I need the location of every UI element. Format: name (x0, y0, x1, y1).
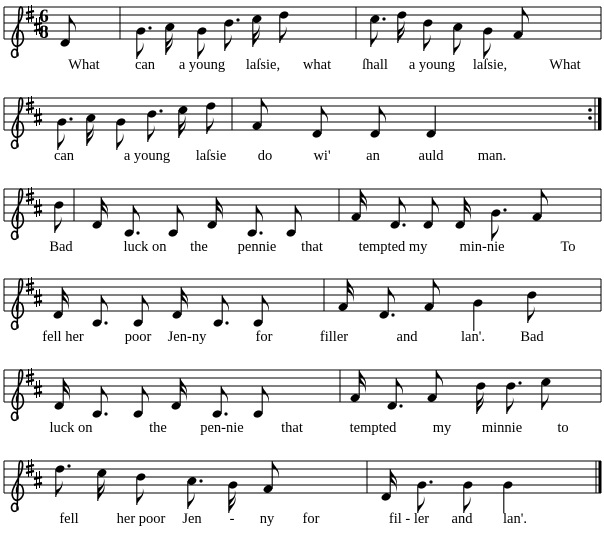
lyric-syllable: and (396, 329, 418, 345)
augmentation-dot (67, 464, 70, 467)
key-sharp-icon (26, 187, 34, 205)
lyric-syllable: pen-nie (200, 420, 244, 436)
sharp-bar (26, 199, 34, 201)
augmentation-dot (236, 18, 239, 21)
repeat-dot (588, 108, 592, 112)
augmentation-dot (382, 17, 385, 20)
lyric-syllable: tempted my (358, 239, 428, 255)
lyric-syllable: fell her (42, 329, 84, 345)
augmentation-dot (225, 321, 228, 324)
sharp-bar (26, 11, 34, 13)
treble-clef-icon (12, 189, 24, 239)
final-barline (599, 461, 602, 493)
staff (4, 5, 601, 57)
lyric-syllable: Bad (49, 239, 73, 255)
augmentation-dot (224, 412, 227, 415)
lyric-syllable: To (560, 239, 576, 255)
key-sharp-icon (26, 459, 34, 477)
key-sharp-icon (26, 96, 34, 114)
key-sharp-icon (34, 108, 42, 126)
lyric-syllable: for (302, 511, 320, 527)
key-sharp-icon (34, 199, 42, 217)
note-flag (454, 38, 461, 55)
lyric-syllable: fil - ler (388, 511, 430, 527)
lyric-syllable: do (257, 148, 273, 164)
time-signature-denominator: 8 (39, 22, 49, 43)
treble-clef-icon (12, 370, 24, 420)
lyric-syllable: min-nie (459, 239, 505, 255)
lyric-syllable: her poor (116, 511, 166, 527)
lyric-syllable: - (229, 511, 235, 527)
time-signature-numerator: 6 (39, 6, 49, 27)
lyric-syllable: laſsie, (472, 57, 508, 73)
lyric-syllable: laſsie, (245, 57, 281, 73)
sharp-bar (26, 471, 34, 473)
augmentation-dot (159, 109, 162, 112)
augmentation-dot (136, 231, 139, 234)
note (228, 480, 239, 513)
note-flag (424, 34, 431, 51)
lyric-syllable: Jen-ny (167, 329, 207, 345)
augmentation-dot (429, 480, 432, 483)
lyric-syllable: luck on (123, 239, 167, 255)
lyric-syllable: an (366, 148, 380, 164)
lyric-syllable: can (53, 148, 75, 164)
note (483, 26, 494, 59)
sharp-bar (26, 108, 34, 110)
augmentation-dot (69, 117, 72, 120)
lyric-syllable: what (302, 57, 332, 73)
note (423, 18, 434, 51)
key-sharp-icon (34, 289, 42, 307)
note (197, 26, 208, 59)
augmentation-dot (391, 313, 394, 316)
lyric-syllable: tempted (349, 420, 397, 436)
lyric-syllable: pennie (237, 239, 277, 255)
augmentation-dot (148, 26, 151, 29)
sharp-bar (26, 283, 34, 285)
lyric-syllable: What (549, 57, 581, 73)
key-sharp-icon (34, 471, 42, 489)
repeat-barline (598, 98, 602, 130)
note-flag (148, 125, 155, 142)
note (503, 480, 514, 513)
note-flag (207, 117, 214, 134)
repeat-dot (588, 116, 592, 120)
note-flag (188, 492, 195, 509)
lyric-syllable: minnie (481, 420, 523, 436)
lyric-syllable: a young (408, 57, 456, 73)
lyric-syllable: man. (477, 148, 507, 164)
note-flag (137, 488, 144, 505)
note (54, 200, 65, 233)
treble-clef-icon (12, 461, 24, 511)
lyric-syllable: wi' (313, 148, 331, 164)
lyric-syllable: ſhall (362, 57, 388, 73)
lyric-syllable: and (451, 511, 473, 527)
note (473, 298, 484, 331)
key-sharp-icon (26, 277, 34, 295)
note-flag (225, 34, 232, 51)
sharp-bar (26, 17, 34, 19)
sharp-bar (26, 289, 34, 291)
lyric-syllable: fell (59, 511, 79, 527)
augmentation-dot (199, 479, 202, 482)
augmentation-dot (259, 231, 262, 234)
key-sharp-icon (34, 380, 42, 398)
note-flag (55, 216, 62, 233)
note (463, 480, 474, 513)
note (279, 10, 290, 43)
lyric-syllable: What (68, 57, 100, 73)
lyric-syllable: a young (178, 57, 226, 73)
note (136, 472, 147, 505)
staff (4, 187, 601, 239)
lyric-syllable: a young (123, 148, 171, 164)
lyric-syllable: poor (124, 329, 152, 345)
lyric-syllable: auld (418, 148, 444, 164)
note (116, 117, 127, 150)
key-sharp-icon (26, 5, 34, 23)
augmentation-dot (399, 404, 402, 407)
sharp-bar (26, 102, 34, 104)
lyric-syllable: laſsie (195, 148, 227, 164)
note-flag (280, 26, 287, 43)
lyric-syllable: can (134, 57, 156, 73)
lyric-syllable: that (301, 239, 323, 255)
lyric-syllable: to (557, 420, 569, 436)
lyric-syllable: Jen (182, 511, 202, 527)
lyric-syllable: for (255, 329, 273, 345)
note (397, 10, 408, 43)
lyric-syllable: filler (319, 329, 349, 345)
sharp-bar (26, 193, 34, 195)
sharp-bar (26, 380, 34, 382)
lyric-syllable: luck on (49, 420, 93, 436)
key-sharp-icon (26, 368, 34, 386)
staff (4, 96, 601, 148)
note (527, 290, 538, 323)
lyric-syllable: my (432, 420, 452, 436)
augmentation-dot (503, 208, 506, 211)
sharp-bar (26, 465, 34, 467)
lyric-syllable: Bad (520, 329, 544, 345)
treble-clef-icon (12, 98, 24, 148)
augmentation-dot (402, 223, 405, 226)
augmentation-dot (518, 381, 521, 384)
lyric-syllable: the (190, 239, 208, 255)
note-flag (56, 480, 63, 497)
note-flag (507, 397, 514, 414)
treble-clef-icon (12, 7, 24, 57)
lyric-syllable: ny (259, 511, 275, 527)
augmentation-dot (104, 412, 107, 415)
note-flag (528, 306, 535, 323)
lyric-syllable: the (149, 420, 167, 436)
lyric-syllable: lan'. (461, 329, 485, 345)
sharp-bar (26, 374, 34, 376)
treble-clef-icon (12, 279, 24, 329)
augmentation-dot (104, 321, 107, 324)
note-flag (117, 133, 124, 150)
note (206, 101, 217, 134)
note (476, 381, 487, 414)
lyric-syllable: lan'. (503, 511, 527, 527)
lyric-syllable: that (281, 420, 303, 436)
